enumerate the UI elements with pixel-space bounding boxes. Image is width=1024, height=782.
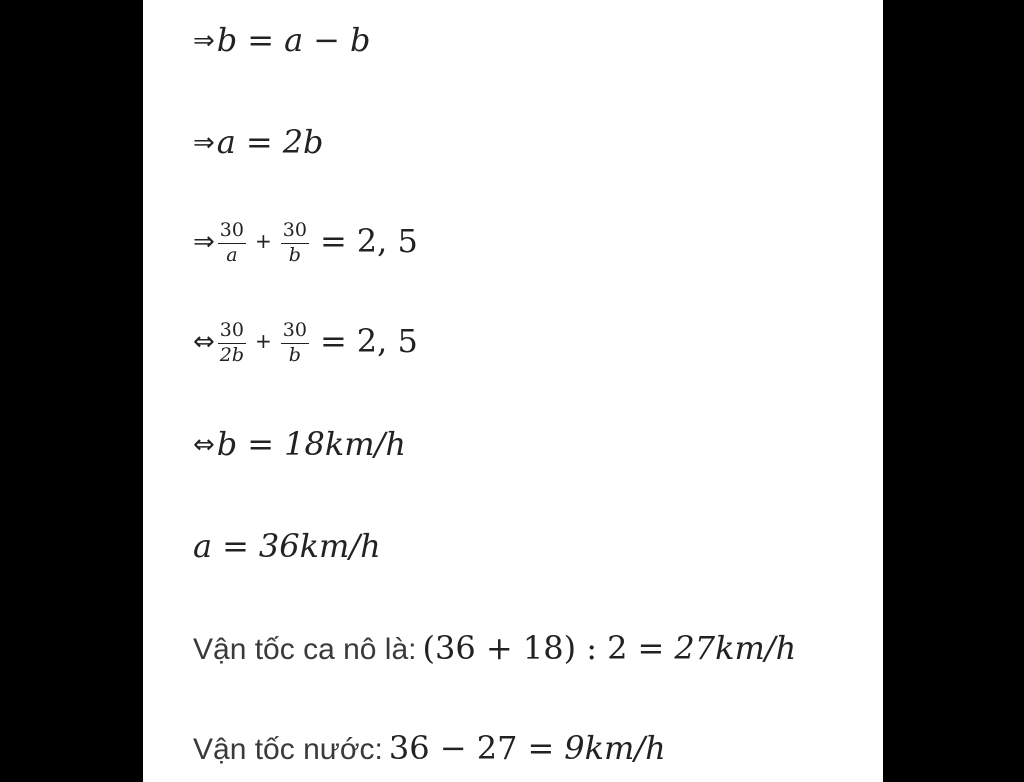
var-b: b <box>216 21 238 59</box>
document-page <box>143 0 883 782</box>
fraction-denominator: 2b <box>219 343 245 366</box>
rhs-value: 2, 5 <box>356 221 418 260</box>
fraction-numerator: 30 <box>281 220 309 244</box>
var-b: b <box>349 21 371 59</box>
equation-line-4 <box>193 320 418 367</box>
result-label: Vận tốc ca nô là: <box>193 633 417 666</box>
plus-sign: + <box>254 328 272 353</box>
minus-sign: − <box>313 21 340 59</box>
rhs-value: 9km/h <box>564 729 666 767</box>
implies-arrow: ⇒ <box>193 226 215 257</box>
rhs-value: 27km/h <box>674 629 797 667</box>
result-label: Vận tốc nước: <box>193 733 383 766</box>
equation-line-3 <box>193 220 418 267</box>
equation-line-6 <box>193 527 381 565</box>
equals-sign: = <box>247 21 275 59</box>
rhs-value: 2b <box>282 123 324 161</box>
equals-sign: = <box>222 527 249 565</box>
var-a: a <box>216 123 236 161</box>
equals-sign: = <box>245 123 273 161</box>
var-a: a <box>193 527 213 565</box>
equivalence-arrow: ⇔ <box>193 430 215 460</box>
fraction-30-over-b <box>281 220 309 267</box>
implies-arrow: ⇒ <box>193 26 215 56</box>
fraction-30-over-a <box>218 220 246 267</box>
equals-sign: = <box>637 629 665 667</box>
fraction-denominator: b <box>288 343 301 366</box>
var-a: a <box>284 21 304 59</box>
equals-sign: = <box>319 321 347 360</box>
equation-line-2 <box>193 123 324 161</box>
equation-line-5 <box>193 425 406 463</box>
result-expression: (36 + 18) : 2 <box>422 629 628 667</box>
fraction-30-over-2b <box>218 320 246 367</box>
fraction-30-over-b <box>281 320 309 367</box>
implies-arrow: ⇒ <box>193 128 215 158</box>
fraction-numerator: 30 <box>218 220 246 244</box>
equivalence-arrow: ⇔ <box>193 326 215 357</box>
equals-sign: = <box>247 425 275 463</box>
result-expression: 36 − 27 <box>388 729 518 767</box>
result-line-boat-speed <box>193 629 797 667</box>
rhs-value: 2, 5 <box>356 321 418 360</box>
equals-sign: = <box>527 729 555 767</box>
result-line-water-speed <box>193 729 666 767</box>
rhs-value: 18km/h <box>284 425 406 463</box>
rhs-value: 36km/h <box>258 527 381 565</box>
equals-sign: = <box>319 221 347 260</box>
equation-line-1 <box>193 21 371 59</box>
var-b: b <box>216 425 238 463</box>
plus-sign: + <box>254 228 272 253</box>
fraction-numerator: 30 <box>281 320 309 344</box>
fraction-numerator: 30 <box>218 320 246 344</box>
fraction-denominator: b <box>288 243 301 266</box>
fraction-denominator: a <box>226 243 238 266</box>
